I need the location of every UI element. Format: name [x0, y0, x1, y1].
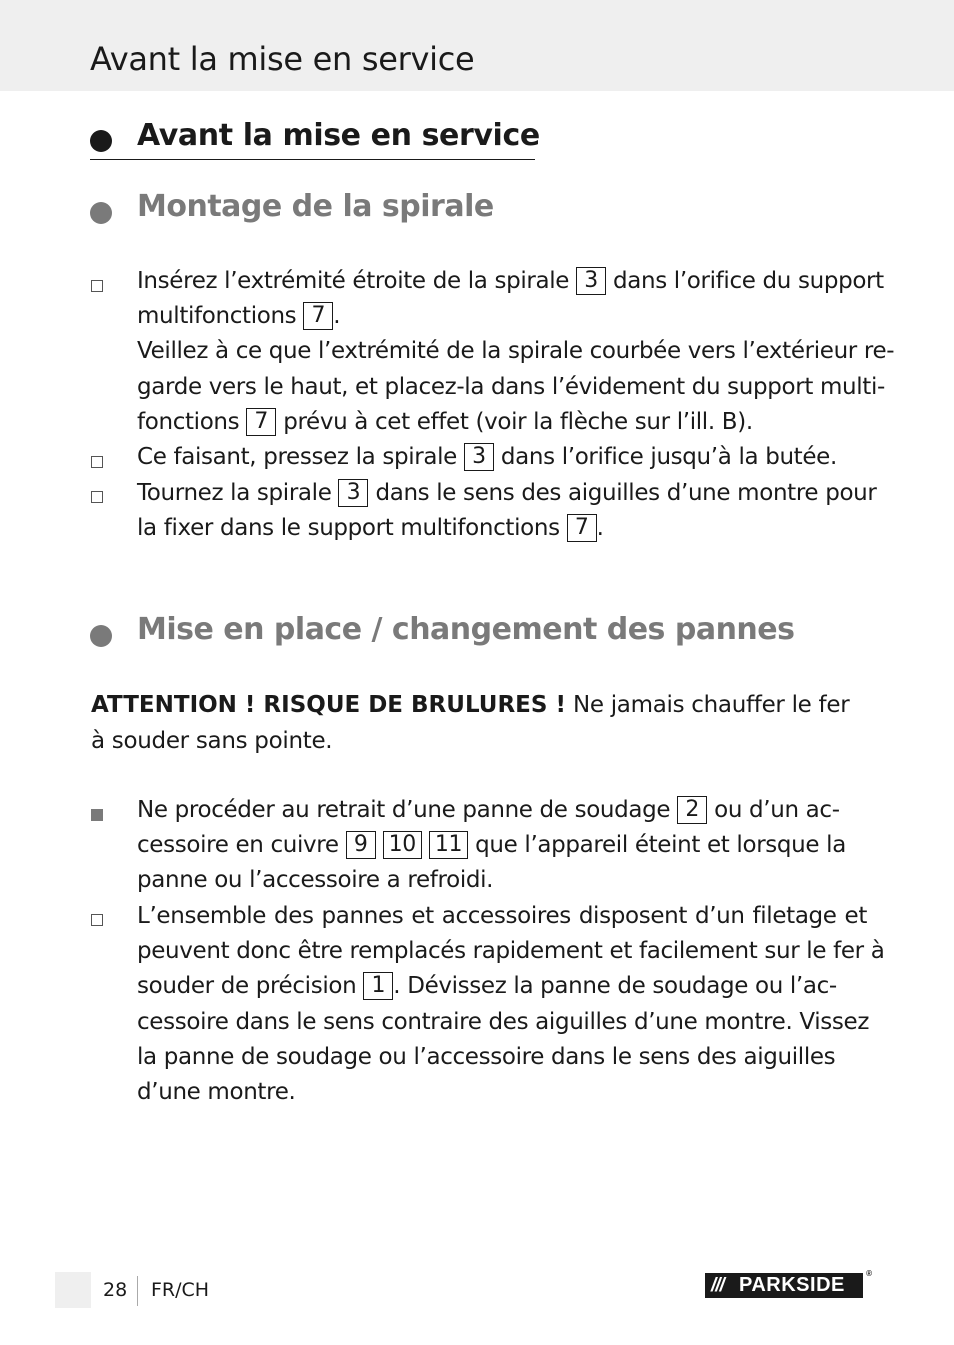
- checkbox-bullet-icon: [91, 456, 103, 468]
- part-reference-7: 7: [567, 514, 597, 542]
- text-line: [137, 793, 867, 828]
- text-line: cessoire dans le sens contraire des aiguilles d’une montre. Vissez: [137, 1008, 870, 1035]
- text-run: dans l’orifice jusqu’à la butée.: [493, 444, 837, 470]
- spiral-step-3: [137, 476, 877, 546]
- footer-divider: [137, 1276, 138, 1306]
- text-line: [137, 299, 867, 334]
- text-line: [91, 687, 867, 723]
- tip-step-2: [137, 899, 885, 1110]
- text-line: [137, 440, 867, 475]
- text-run: ou d’un ac-: [707, 797, 840, 823]
- part-reference-7: 7: [303, 302, 333, 330]
- text-line: [137, 828, 867, 863]
- text-line: panne ou l’accessoire a refroidi.: [137, 867, 494, 894]
- checkbox-bullet-icon: [91, 491, 103, 503]
- footer-marker: [55, 1272, 91, 1308]
- text-run: dans le sens des aiguilles d’une montre pour: [368, 480, 877, 506]
- part-reference-3: 3: [464, 443, 494, 471]
- text-run: Ne jamais chauffer le fer: [565, 692, 850, 718]
- part-reference-10: 10: [383, 831, 422, 859]
- section-bullet-icon: [90, 202, 112, 224]
- text-run: cessoire en cuivre: [137, 832, 346, 859]
- text-run: Insérez l’extrémité étroite de la spirale: [137, 268, 577, 294]
- locale-code: FR/CH: [151, 1279, 210, 1301]
- text-line: d’une montre.: [137, 1079, 296, 1106]
- checkbox-bullet-icon: [91, 280, 103, 292]
- text-run: .: [596, 515, 604, 542]
- filled-bullet-icon: [91, 809, 103, 821]
- main-heading-text: Avant la mise en service: [137, 118, 540, 153]
- spiral-step-1: [137, 264, 895, 440]
- text-line: [137, 405, 867, 440]
- section-heading-spiral-text: Montage de la spirale: [137, 189, 494, 224]
- text-line: [137, 511, 867, 546]
- checkbox-bullet-icon: [91, 914, 103, 926]
- text-run: . Dévissez la panne de soudage ou l’ac-: [393, 973, 837, 1000]
- brand-stripes-icon: ///: [711, 1275, 724, 1296]
- part-reference-9: 9: [346, 831, 376, 859]
- brand-logo: [705, 1269, 872, 1298]
- burn-warning: [91, 687, 867, 759]
- text-run: prévu à cet effet (voir la flèche sur l’ill. B).: [276, 408, 753, 435]
- text-run: souder de précision: [137, 973, 364, 1000]
- text-line: à souder sans pointe.: [91, 728, 333, 754]
- text-line: peuvent donc être remplacés rapidement et facilement sur le fer à: [137, 938, 885, 965]
- text-line: L’ensemble des pannes et accessoires disposent d’un filetage et: [137, 903, 867, 929]
- text-line: garde vers le haut, et placez-la dans l’évidement du support multi-: [137, 373, 885, 400]
- text-run: fonctions: [137, 408, 247, 435]
- text-line: [137, 264, 884, 299]
- page-title: Avant la mise en service: [90, 40, 475, 78]
- warning-label: ATTENTION ! RISQUE DE BRULURES !: [91, 692, 566, 718]
- heading-bullet-icon: [90, 130, 112, 152]
- text-run: que l’appareil éteint et lorsque la: [468, 832, 846, 859]
- section-heading-tips-text: Mise en place / changement des pannes: [137, 612, 795, 647]
- registered-mark: ®: [866, 1269, 872, 1278]
- text-run: Ne procéder au retrait d’une panne de soudage: [137, 797, 678, 823]
- text-line: Veillez à ce que l’extrémité de la spirale courbée vers l’extérieur re-: [137, 338, 895, 365]
- part-reference-3: 3: [576, 267, 606, 295]
- page-number: 28: [103, 1279, 128, 1301]
- tip-step-1: [137, 793, 867, 899]
- section-bullet-icon: [90, 625, 112, 647]
- text-run: multifonctions: [137, 303, 304, 330]
- part-reference-11: 11: [429, 831, 468, 859]
- part-reference-7: 7: [246, 408, 276, 436]
- text-line: la panne de soudage ou l’accessoire dans le sens des aiguilles: [137, 1043, 836, 1070]
- text-run: dans l’orifice du support: [606, 268, 884, 294]
- text-run: .: [333, 303, 341, 330]
- text-line: [137, 969, 867, 1004]
- heading-underline: [90, 159, 535, 160]
- text-line: [137, 476, 877, 511]
- spiral-step-2: [137, 440, 867, 475]
- part-reference-2: 2: [677, 796, 707, 824]
- part-reference-1: 1: [363, 972, 393, 1000]
- brand-name: PARKSIDE: [739, 1274, 845, 1296]
- text-run: Tournez la spirale: [137, 480, 339, 506]
- part-reference-3: 3: [338, 479, 368, 507]
- text-run: la fixer dans le support multifonctions: [137, 515, 567, 542]
- text-run: Ce faisant, pressez la spirale: [137, 444, 464, 470]
